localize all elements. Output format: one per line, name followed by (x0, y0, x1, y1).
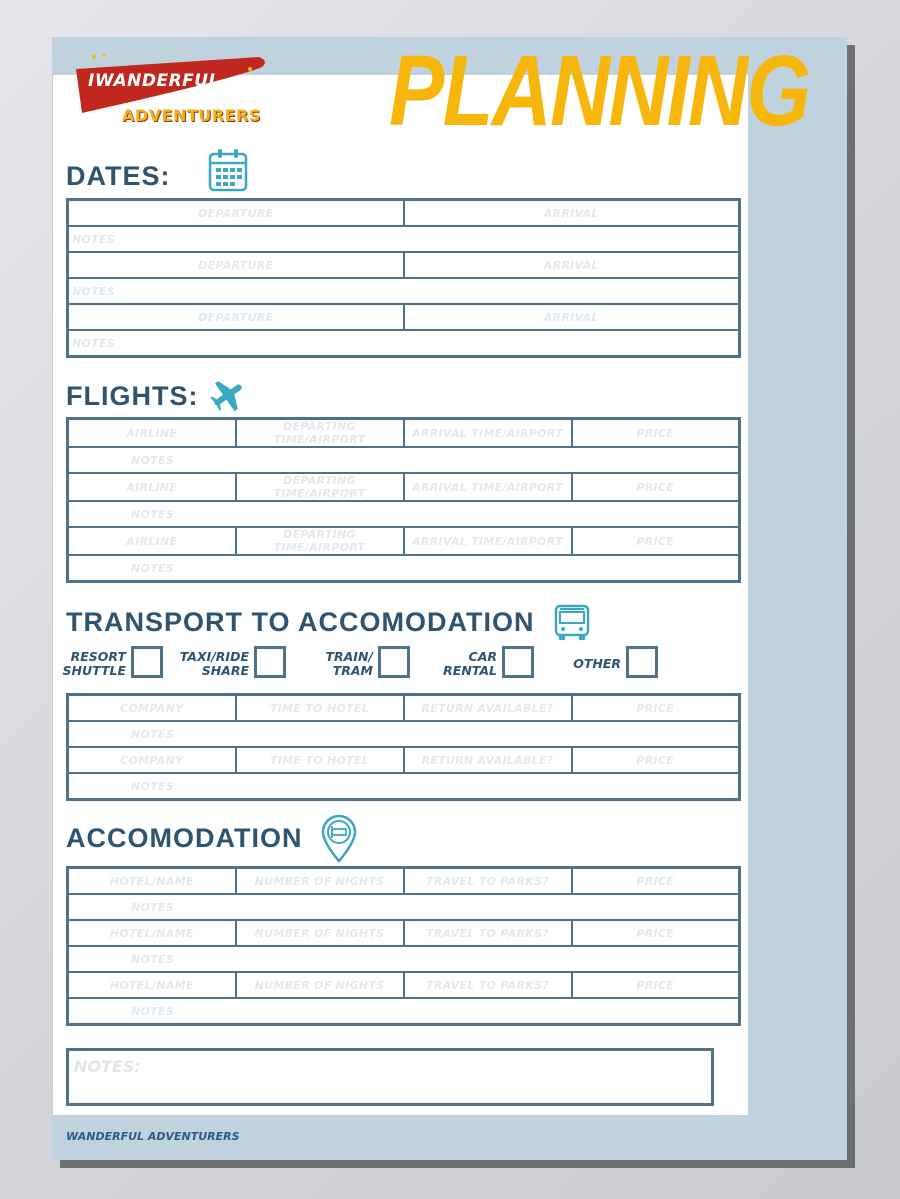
price-field[interactable]: PRICE (572, 419, 740, 448)
number-of-nights-field[interactable]: NUMBER OF NIGHTS (236, 972, 404, 998)
travel-to-parks-field[interactable]: TRAVEL TO PARKS? (404, 920, 572, 946)
airline-field[interactable]: AIRLINE (68, 473, 236, 501)
number-of-nights-field[interactable]: NUMBER OF NIGHTS (236, 920, 404, 946)
flights-table (66, 417, 741, 583)
flights-heading: FLIGHTS: (66, 381, 199, 411)
arrival-field[interactable]: ARRIVAL TIME/AIRPORT (404, 419, 572, 448)
notes-field[interactable]: NOTES (68, 894, 740, 920)
hotel-name-field[interactable]: HOTEL/NAME (68, 868, 236, 895)
notes-field[interactable]: NOTES (68, 721, 740, 747)
calendar-icon (208, 148, 248, 192)
notes-field[interactable]: NOTES (68, 773, 740, 800)
notes-field[interactable]: NOTES (68, 226, 740, 252)
brand-logo (74, 51, 274, 141)
time-to-hotel-field[interactable]: TIME TO HOTEL (236, 747, 404, 773)
return-available-field[interactable]: RETURN AVAILABLE? (404, 747, 572, 773)
company-field[interactable]: COMPANY (68, 695, 236, 722)
travel-to-parks-field[interactable]: TRAVEL TO PARKS? (404, 868, 572, 895)
transport-heading: TRANSPORT TO ACCOMODATION (66, 607, 535, 637)
accommodation-heading: ACCOMODATION (66, 823, 303, 853)
train-tram-checkbox[interactable] (378, 646, 410, 678)
general-notes-box[interactable] (66, 1048, 714, 1106)
logo-top-text: IWANDERFUL (88, 71, 220, 91)
arrival-field[interactable]: ARRIVAL (404, 304, 740, 330)
notes-field[interactable]: NOTES (68, 447, 740, 473)
transport-table (66, 693, 741, 801)
notes-field[interactable]: NOTES (68, 278, 740, 304)
arrival-field[interactable]: ARRIVAL (404, 200, 740, 227)
time-to-hotel-field[interactable]: TIME TO HOTEL (236, 695, 404, 722)
notes-field[interactable]: NOTES (68, 330, 740, 357)
arrival-field[interactable]: ARRIVAL TIME/AIRPORT (404, 527, 572, 555)
notes-field[interactable]: NOTES (68, 946, 740, 972)
departing-field[interactable]: DEPARTING TIME/AIRPORT (236, 473, 404, 501)
taxi-ride-share-checkbox[interactable] (254, 646, 286, 678)
bus-icon (552, 603, 592, 643)
price-field[interactable]: PRICE (572, 868, 740, 895)
notes-field[interactable]: NOTES (68, 998, 740, 1025)
general-notes-label: NOTES: (74, 1057, 141, 1076)
airplane-icon (208, 375, 248, 415)
resort-shuttle-checkbox[interactable] (131, 646, 163, 678)
notes-field[interactable]: NOTES (68, 555, 740, 582)
number-of-nights-field[interactable]: NUMBER OF NIGHTS (236, 868, 404, 895)
departing-field[interactable]: DEPARTING TIME/AIRPORT (236, 419, 404, 448)
departure-field[interactable]: DEPARTURE (68, 200, 404, 227)
car-rental-checkbox[interactable] (502, 646, 534, 678)
hotel-location-icon (320, 813, 358, 863)
return-available-field[interactable]: RETURN AVAILABLE? (404, 695, 572, 722)
hotel-name-field[interactable]: HOTEL/NAME (68, 972, 236, 998)
dates-heading: DATES: (66, 161, 171, 191)
departure-field[interactable]: DEPARTURE (68, 304, 404, 330)
arrival-field[interactable]: ARRIVAL TIME/AIRPORT (404, 473, 572, 501)
price-field[interactable]: PRICE (572, 747, 740, 773)
planner-page: IWANDERFUL ADVENTURERS PLANNING DATES: DEPARTURE ARRIVAL NOTES DEPARTURE ARRIVAL NOTES DEPARTURE ARRIVAL NOTES FLIGHTS: AIRLINE DEPARTING TIME/AIRPORT ARRIVAL TIME/AIRPORT PRICE NOTES AIRLINE DEPARTING TIME/AIRPORT ARRIVAL TIME/AIRPORT PRICE NOTES AIRLINE DEPARTING TIME/AIRPORT ARRIVAL TIME/AIRPORT PRICE NOTES TRANSPORT TO ACCOMODATION RESORT SHUTTLE TAXI/RIDE SHARE TRAIN/ TRAM CAR RENTAL OTHER COMPANY TIME TO HOTEL RETURN AVAILABLE? PRICE NOTES COMPANY TIME TO HOTEL RETURN AVAILABLE? PRICE NOTES ACCOMODATION HOTEL/NAME NUMBER OF NIGHTS TRAVEL TO PARKS? PRICE NOTES HOTEL/NAME NUMBER OF NIGHTS TRAVEL TO PARKS? PRICE NOTES HOTEL/NAME NUMBER OF NIGHTS TRAVEL TO PARKS? PRICE NOTES NOTES: WANDERFUL ADVENTURERS (52, 37, 847, 1160)
travel-to-parks-field[interactable]: TRAVEL TO PARKS? (404, 972, 572, 998)
logo-bottom-text: ADVENTURERS (122, 106, 261, 125)
page-title: PLANNING (388, 35, 809, 147)
airline-field[interactable]: AIRLINE (68, 527, 236, 555)
company-field[interactable]: COMPANY (68, 747, 236, 773)
dates-table (66, 198, 741, 358)
price-field[interactable]: PRICE (572, 527, 740, 555)
other-checkbox[interactable] (626, 646, 658, 678)
price-field[interactable]: PRICE (572, 920, 740, 946)
departing-field[interactable]: DEPARTING TIME/AIRPORT (236, 527, 404, 555)
departure-field[interactable]: DEPARTURE (68, 252, 404, 278)
notes-field[interactable]: NOTES (68, 501, 740, 527)
footer-brand: WANDERFUL ADVENTURERS (66, 1130, 240, 1143)
accommodation-table (66, 866, 741, 1026)
price-field[interactable]: PRICE (572, 695, 740, 722)
price-field[interactable]: PRICE (572, 473, 740, 501)
airline-field[interactable]: AIRLINE (68, 419, 236, 448)
price-field[interactable]: PRICE (572, 972, 740, 998)
arrival-field[interactable]: ARRIVAL (404, 252, 740, 278)
hotel-name-field[interactable]: HOTEL/NAME (68, 920, 236, 946)
